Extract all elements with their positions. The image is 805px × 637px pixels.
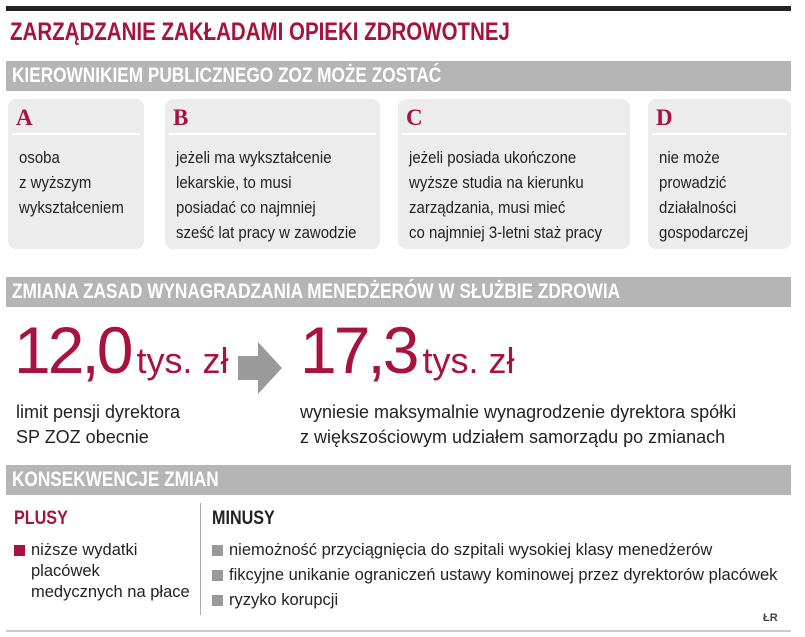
unit: tys. zł <box>136 340 229 381</box>
card-letter: C <box>402 105 626 135</box>
card-d <box>648 99 791 249</box>
item-text: niższe wydatki placówek medycznych na płace <box>31 541 190 601</box>
current-limit-desc: limit pensji dyrektora SP ZOZ obecnie <box>16 402 181 447</box>
pros-column <box>14 508 194 603</box>
bullet-square-icon <box>14 545 25 556</box>
section-header-salary <box>6 277 791 307</box>
value: 12,0 <box>14 313 131 387</box>
cons-title: MINUSY <box>212 508 275 529</box>
list-item <box>212 540 787 561</box>
section-header-text: ZMIANA ZASAD WYNAGRADZANIA MENEDŻERÓW W SŁUŻBIE ZDROWIA <box>12 280 621 303</box>
cons-column <box>212 508 787 611</box>
top-rule <box>6 6 791 11</box>
list-item <box>212 565 787 586</box>
card-c <box>398 99 630 249</box>
current-limit-value <box>14 312 228 388</box>
card-letter: D <box>652 105 787 135</box>
section-header-eligibility <box>6 61 791 91</box>
card-b <box>165 99 380 249</box>
bottom-rule <box>6 630 791 632</box>
author-credit: ŁR <box>763 612 778 624</box>
pros-title: PLUSY <box>14 508 68 529</box>
section-header-consequences <box>6 465 791 495</box>
new-limit-value <box>300 312 514 388</box>
card-a <box>8 99 144 249</box>
section-header-text: KIEROWNIKIEM PUBLICZNEGO ZOZ MOŻE ZOSTAĆ <box>12 64 442 87</box>
list-item <box>14 540 194 603</box>
card-text: jeżeli posiada ukończone wyższe studia na kierunku zarządzania, musi mieć co najmniej 3-letni staż pracy <box>409 148 602 242</box>
item-text: fikcyjne unikanie ograniczeń ustawy kominowej przez dyrektorów placówek <box>229 566 778 584</box>
card-text: jeżeli ma wykształcenie lekarskie, to musi posiadać co najmniej sześć lat pracy w zawodzie <box>176 148 357 242</box>
card-text: osoba z wyższym wykształceniem <box>19 148 124 217</box>
arrow-right-icon <box>238 342 282 394</box>
item-text: ryzyko korupcji <box>229 591 339 609</box>
unit: tys. zł <box>422 340 515 381</box>
section-header-text: KONSEKWENCJE ZMIAN <box>12 468 219 491</box>
list-item <box>212 590 787 611</box>
bullet-square-icon <box>212 545 223 556</box>
card-letter: B <box>169 105 376 135</box>
card-text: nie może prowadzić działalności gospodarczej <box>659 148 749 242</box>
item-text: niemożność przyciągnięcia do szpitali wysokiej klasy menedżerów <box>229 541 713 559</box>
bullet-square-icon <box>212 595 223 606</box>
column-divider <box>200 503 201 615</box>
value: 17,3 <box>300 313 417 387</box>
page-title: ZARZĄDZANIE ZAKŁADAMI OPIEKI ZDROWOTNEJ <box>10 18 510 46</box>
new-limit-desc: wyniesie maksymalnie wynagrodzenie dyrektora spółki z większościowym udziałem samorządu po zmianach <box>300 402 737 447</box>
bullet-square-icon <box>212 570 223 581</box>
card-letter: A <box>12 105 140 135</box>
